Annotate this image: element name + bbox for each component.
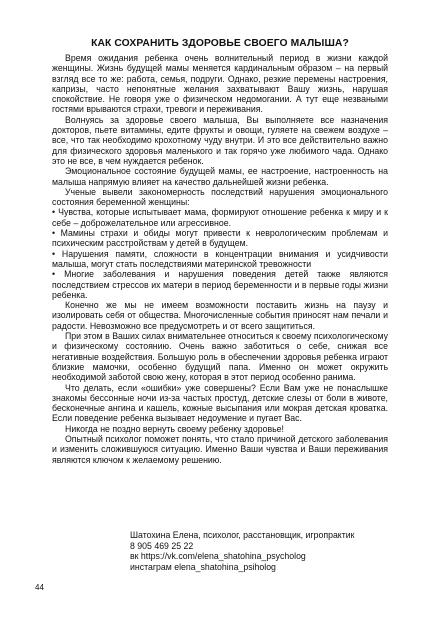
bullet-list bbox=[52, 207, 388, 300]
paragraph: Время ожидания ребенка очень волнительный период в жизни каждой женщины. Жизнь будущей мамы меняется кардинальным образом – на первый взгляд все то же: работа, семья, подруги. Однако, резкие перемены настроения, капризы, часто непонятные желания захватывают Вашу жизнь, нарушая спокойствие. Не говоря уже о физическом недомогании. А тут еще незваными гостями врываются страхи, тревоги и переживания. bbox=[52, 53, 388, 115]
page-number: 44 bbox=[35, 583, 44, 592]
author-name: Шатохина Елена, психолог, расстановщик, игропрактик bbox=[130, 530, 355, 540]
paragraph: Конечно же мы не имеем возможности поставить жизнь на паузу и изолировать себя от общества. Многочисленные события приносят нам печали и радости. Невозможно все предусмотреть и от всего защититься. bbox=[52, 300, 388, 331]
bullet-item: • Нарушения памяти, сложности в концентрации внимания и усидчивости малыша, могут стать последствиями материнской тревожности bbox=[52, 249, 388, 270]
paragraph: Что делать, если «ошибки» уже совершены? Если Вам уже не понаслышке знакомы бессонные ночи из-за частых простуд, детские слезы от боли в животе, бесконечные ангина и кашель, кожные высыпания или мокрая детская кроватка. Если поведение ребенка вызывает недоумение и пугает Вас. bbox=[52, 382, 388, 424]
author-instagram: инстаграм elena_shatohina_psiholog bbox=[130, 561, 276, 572]
author-phone: 8 905 469 25 22 bbox=[130, 540, 194, 551]
bullet-item: • Мамины страхи и обиды могут привести к неврологическим проблемам и психическим расстройствам у детей в будущем. bbox=[52, 228, 388, 249]
bullet-item: • Многие заболевания и нарушения поведения детей также являются последствием стрессов их матери в период беременности и в первые годы жизни ребенка. bbox=[52, 269, 388, 300]
author-vk-link: вк https://vk.com/elena_shatohina_psycholog bbox=[130, 551, 306, 561]
article-title: КАК СОХРАНИТЬ ЗДОРОВЬЕ СВОЕГО МАЛЫША? bbox=[91, 38, 349, 49]
paragraph: При этом в Ваших силах внимательнее относиться к своему психологическому и физическому состоянию. Очень важно заботиться о себе, снижая все негативные воздействия. Большую роль в обеспечении здоровья ребенка играют близкие мамочки, особенно будущий папа. Именно он может окружить необходимой заботой свою жену, которая в этот период особенно ранима. bbox=[52, 331, 388, 383]
paragraph: Волнуясь за здоровье своего малыша, Вы выполняете все назначения докторов, пьете витамины, едите фрукты и овощи, гуляете на свежем воздухе – все, что так необходимо крохотному чуду внутри. И это все действительно важно для физического здоровья маленького и так горячо уже любимого чада. Однако это не все, в чем нуждается ребенок. bbox=[52, 114, 388, 166]
paragraph: Эмоциональное состояние будущей мамы, ее настроение, настроенность на малыша напрямую влияет на качество дальнейшей жизни ребенка. bbox=[52, 166, 388, 187]
paragraph: Опытный психолог поможет понять, что стало причиной детского заболевания и изменить сложившуюся ситуацию. Именно Ваши чувства и Ваши переживания являются ключом к желаемому решению. bbox=[52, 433, 388, 465]
paragraph: Ученые вывели закономерность последствий нарушения эмоционального состояния беременной женщины: bbox=[52, 186, 388, 208]
paragraph: Никогда не поздно вернуть своему ребенку здоровье! bbox=[65, 423, 284, 434]
bullet-item: • Чувства, которые испытывает мама, формируют отношение ребенка к миру и к себе – доброжелательное или агрессивное. bbox=[52, 207, 388, 228]
article bbox=[52, 38, 388, 465]
author-signature bbox=[130, 530, 390, 572]
